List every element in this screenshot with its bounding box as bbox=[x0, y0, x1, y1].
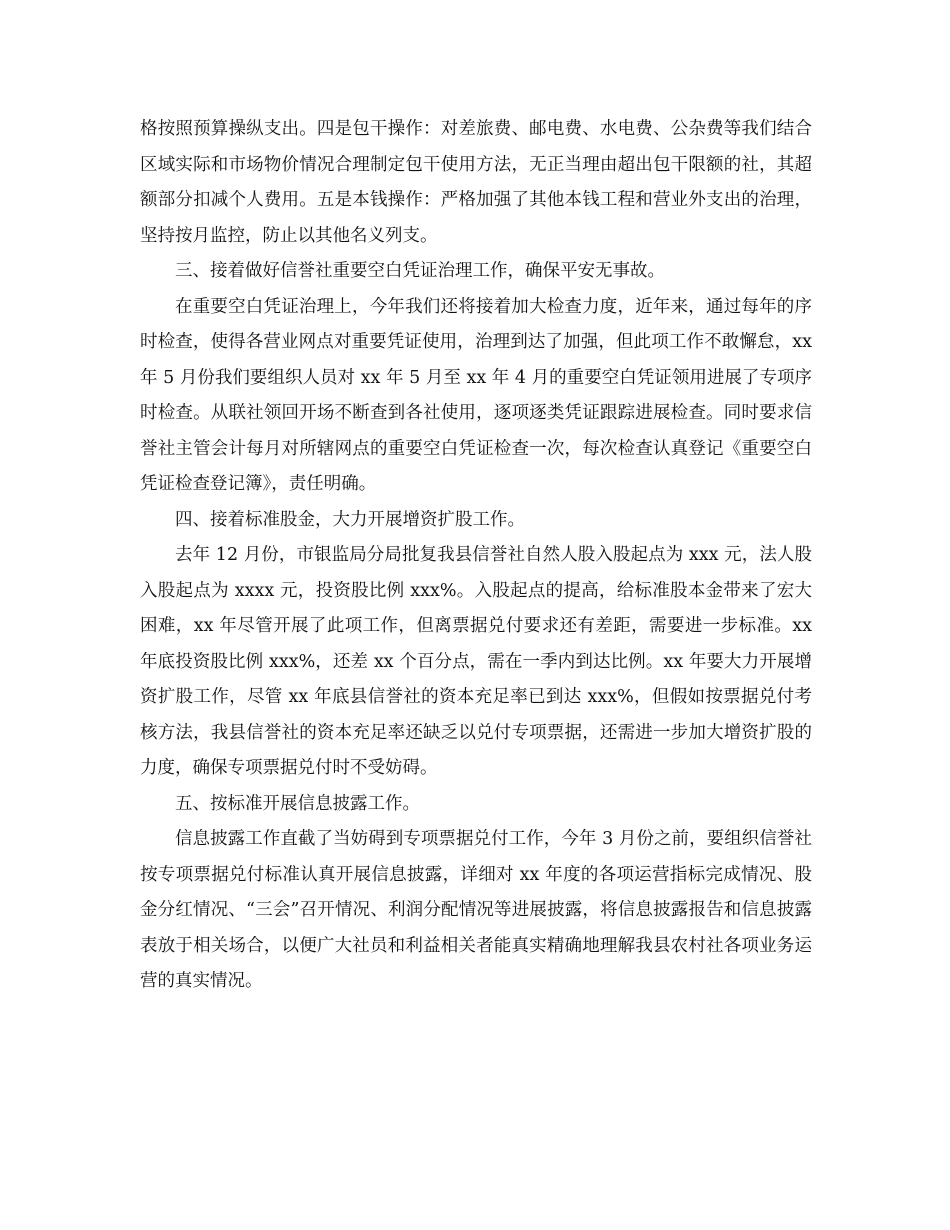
document-body bbox=[140, 112, 812, 1000]
section-heading-share-capital: 四、接着标准股金，大力开展增资扩股工作。 bbox=[175, 509, 525, 530]
paragraph-budget-control: 格按照预算操纵支出。四是包干操作：对差旅费、邮电费、水电费、公杂费等我们结合区域实际和市场物价情况合理制定包干使用方法，无正当理由超出包干限额的社，其超额部分扣减个人费用。五是本钱操作：严格加强了其他本钱工程和营业外支出的治理，坚持按月监控，防止以其他名义列支。 bbox=[140, 119, 812, 246]
section-heading-blank-vouchers: 三、接着做好信誉社重要空白凭证治理工作，确保平安无事故。 bbox=[175, 261, 665, 281]
paragraph-share-capital: 去年 12 月份，市银监局分局批复我县信誉社自然人股入股起点为 xxx 元，法人股入股起点为 xxxx 元，投资股比例 xxx%。入股起点的提高，给标准股本金带来了宏大困难，xx 年尽管开展了此项工作，但离票据兑付要求还有差距，需要进一步标准。xx 年底投资股比例 xxx%，还差 xx 个百分点，需在一季内到达比例。xx 年要大力开展增资扩股工作，尽管 xx 年底县信誉社的资本充足率已到达 xxx%，但假如按票据兑付考核方法，我县信誉社的资本充足率还缺乏以兑付专项票据，还需进一步加大增资扩股的力度，确保专项票据兑付时不受妨碍。 bbox=[140, 545, 812, 778]
paragraph-blank-vouchers: 在重要空白凭证治理上，今年我们还将接着加大检查力度，近年来，通过每年的序时检查，使得各营业网点对重要凭证使用，治理到达了加强，但此项工作不敢懈怠，xx 年 5 月份我们要组织人员对 xx 年 5 月至 xx 年 4 月的重要空白凭证领用进展了专项序时检查。从联社领回开场不断查到各社使用，逐项逐类凭证跟踪进展检查。同时要求信誉社主管会计每月对所辖网点的重要空白凭证检查一次，每次检查认真登记《重要空白凭证检查登记簿》，责任明确。 bbox=[140, 296, 812, 494]
section-heading-disclosure: 五、按标准开展信息披露工作。 bbox=[175, 793, 420, 814]
paragraph-disclosure: 信息披露工作直截了当妨碍到专项票据兑付工作，今年 3 月份之前，要组织信誉社按专项票据兑付标准认真开展信息披露，详细对 xx 年度的各项运营指标完成情况、股金分红情况、“三会”召开情况、利润分配情况等进展披露，将信息披露报告和信息披露表放于相关场合，以便广大社员和利益相关者能真实精确地理解我县农村社各项业务运营的真实情况。 bbox=[140, 829, 812, 991]
